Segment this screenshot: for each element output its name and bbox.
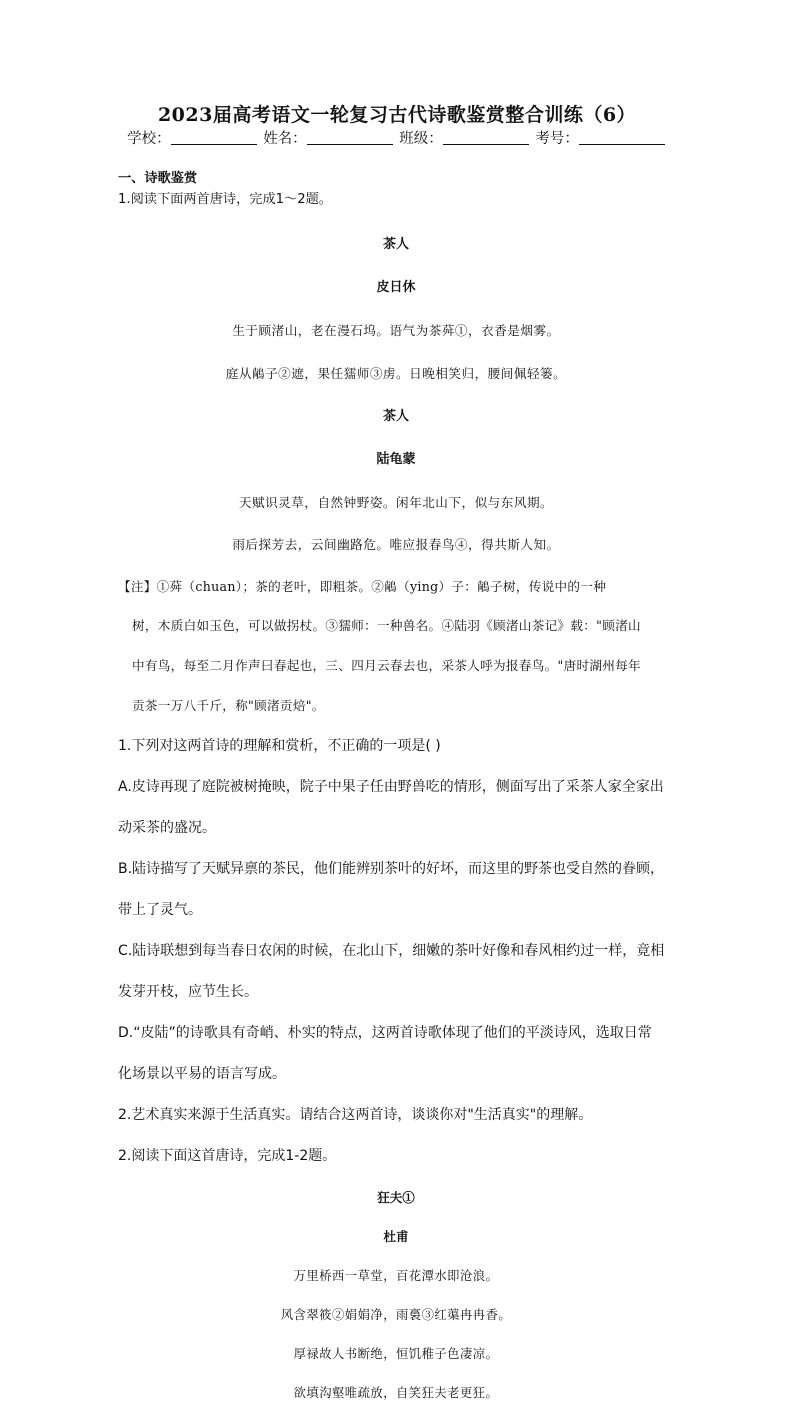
class-blank[interactable] [443, 130, 529, 145]
poem-3-title: 狂夫① [377, 1189, 415, 1205]
poem-2-author: 陆龟蒙 [376, 451, 416, 467]
poem-1-line: 生于顾渚山，老在漫石坞。语气为茶荈①，衣香是烟雾。 [232, 323, 560, 338]
poem-3-author: 杜甫 [383, 1229, 409, 1245]
poem-3-line: 欲填沟壑唯疏放，自笑狂夫老更狂。 [293, 1386, 499, 1401]
option-b-cont: 带上了灵气。 [118, 901, 202, 918]
name-blank[interactable] [307, 130, 393, 145]
student-info-row [0, 127, 794, 148]
sub-question-2: 2.艺术真实来源于生活真实。请结合这两首诗，谈谈你对"生活真实"的理解。 [118, 1106, 593, 1123]
note-line: 树，木质白如玉色，可以做拐杖。③獳师：一种兽名。④陆羽《顾渚山茶记》载："顾渚山 [132, 618, 641, 634]
note-line: 中有鸟，每至二月作声曰春起也，三、四月云春去也，采茶人呼为报春鸟。"唐时湖州每年 [132, 657, 641, 673]
sub-question-1: 1.下列对这两首诗的理解和赏析，不正确的一项是( ) [118, 737, 441, 754]
option-a-cont: 动采茶的盛况。 [118, 819, 216, 836]
school-blank[interactable] [171, 130, 257, 145]
page-title: 2023届高考语文一轮复习古代诗歌鉴赏整合训练（6） [157, 104, 637, 126]
question-1-intro: 1.阅读下面两首唐诗，完成1～2题。 [118, 192, 332, 207]
poem-1-author: 皮日休 [376, 280, 416, 295]
option-b[interactable]: B.陆诗描写了天赋异禀的茶民，他们能辨别茶叶的好坏，而这里的野茶也受自然的眷顾， [118, 860, 665, 877]
option-c-cont: 发芽开枝，应节生长。 [118, 983, 258, 1000]
question-2-intro: 2.阅读下面这首唐诗，完成1-2题。 [118, 1147, 337, 1164]
note-line: 贡茶一万八千斤，称"顾渚贡焙"。 [132, 697, 325, 713]
class-label: 班级： [399, 131, 443, 147]
option-c[interactable]: C.陆诗联想到每当春日农闲的时候，在北山下，细嫩的茶叶好像和春风相约过一样，竟相 [118, 942, 665, 959]
poem-3-line: 风含翠筱②娟娟净，雨裛③红蕖冉冉香。 [280, 1307, 512, 1322]
poem-2-title: 茶人 [382, 408, 409, 424]
poem-3-line: 万里桥西一草堂，百花潭水即沧浪。 [293, 1268, 499, 1283]
poem-2-line: 雨后探芳去，云间幽路危。唯应报春鸟④，得共斯人知。 [232, 537, 560, 553]
option-a[interactable]: A.皮诗再现了庭院被树掩映，院子中果子任由野兽吃的情形，侧面写出了采茶人家全家出 [118, 778, 664, 795]
poem-1-title: 茶人 [382, 237, 409, 252]
note-line: 【注】①荈（chuan）；茶的老叶，即粗茶。②𪁺（ying）子：𪁺子树，传说中的一种 [118, 578, 607, 594]
school-label: 学校： [127, 131, 171, 147]
exam-number-label: 考号： [535, 131, 579, 147]
option-d[interactable]: D.“皮陆”的诗歌具有奇峭、朴实的特点，这两首诗歌体现了他们的平淡诗风，选取日常 [118, 1024, 652, 1041]
question-content [118, 168, 674, 1420]
poem-1-line: 庭从𪁺子②遮，果任獳师③虏。日晚相笑归，腰间佩轻篓。 [225, 365, 567, 381]
poem-3-line: 厚禄故人书断绝，恒饥稚子色凄凉。 [293, 1347, 499, 1362]
name-label: 姓名： [263, 131, 307, 147]
option-d-cont: 化场景以平易的语言写成。 [118, 1065, 286, 1082]
poem-2-line: 天赋识灵草，自然钟野姿。闲年北山下，似与东风期。 [238, 494, 554, 510]
exam-number-blank[interactable] [579, 130, 665, 145]
section-heading: 一、诗歌鉴赏 [118, 171, 198, 186]
